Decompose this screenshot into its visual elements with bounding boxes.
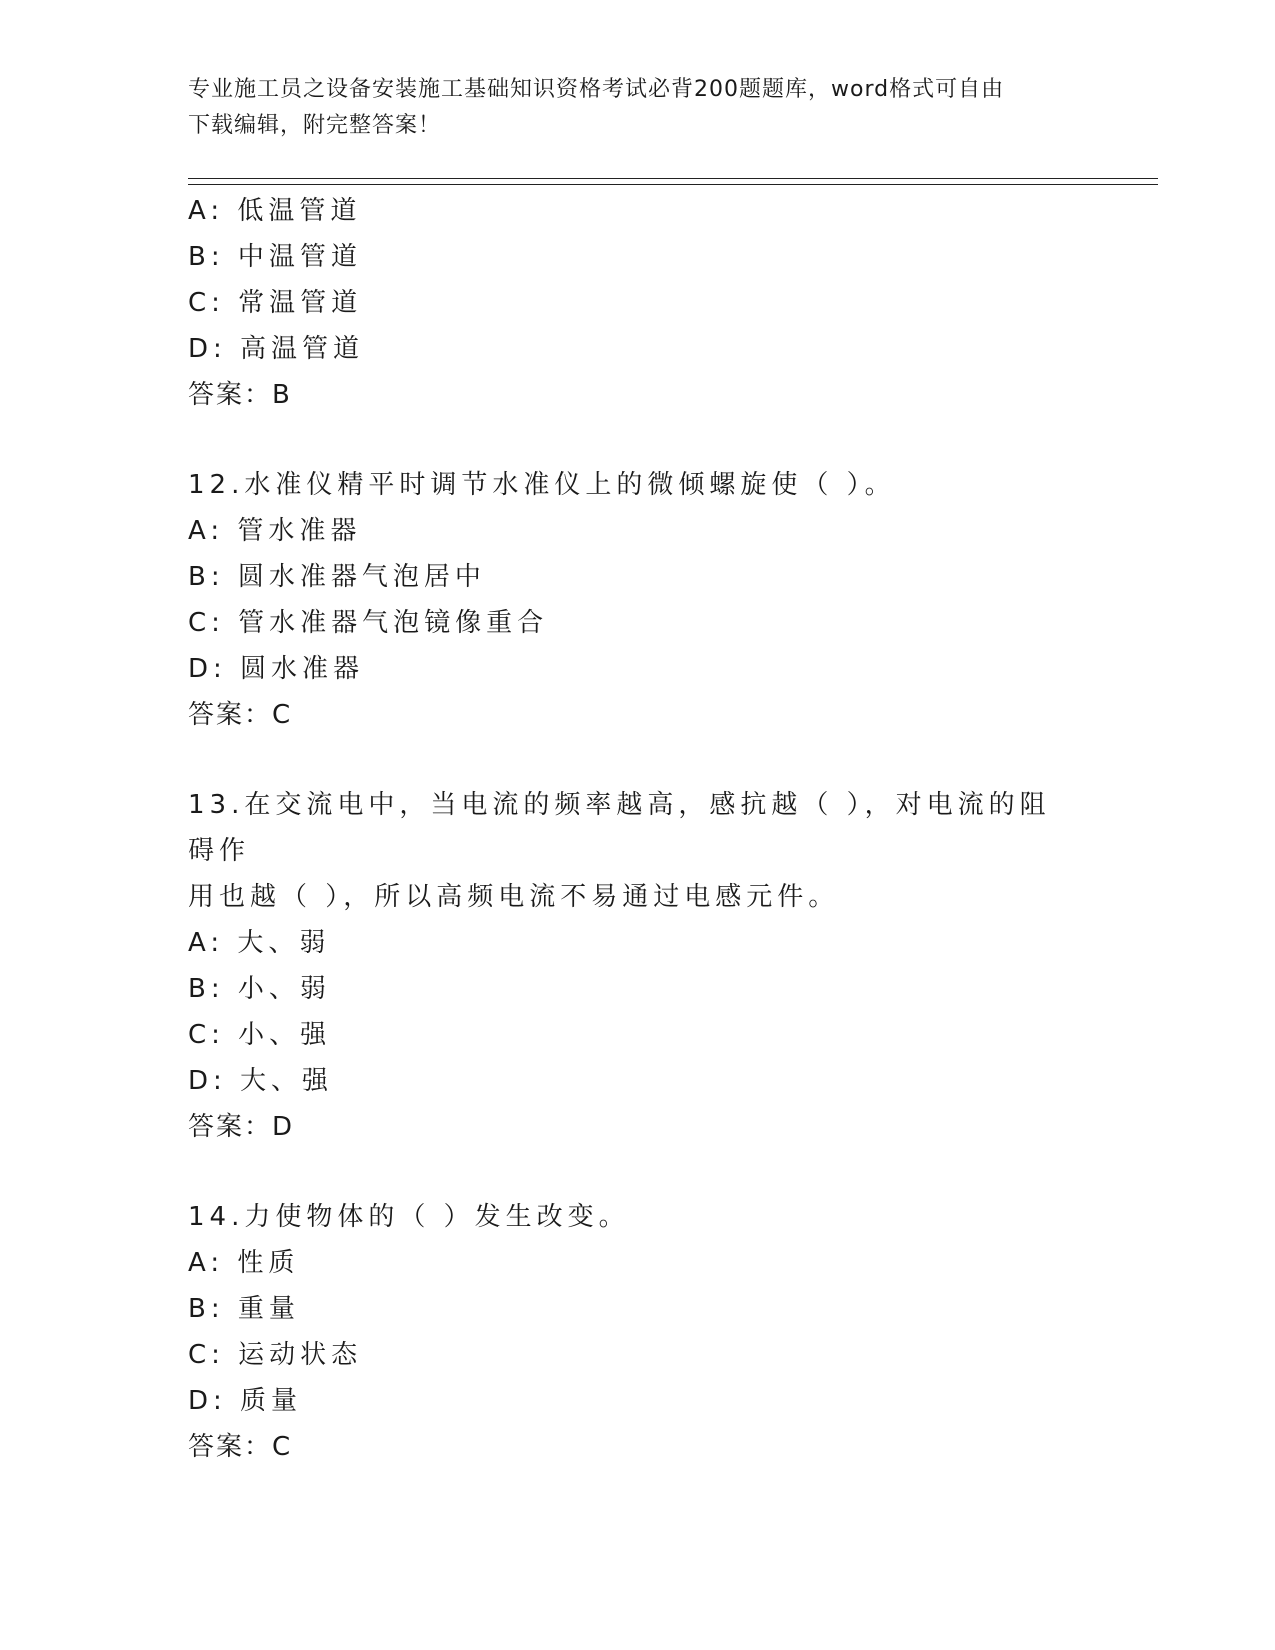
option-d: D: 质量	[188, 1386, 303, 1416]
answer-line: 答案：C	[188, 1432, 293, 1462]
question-stem-line-1: 13.在交流电中，当电流的频率越高，感抗越（ ），对电流的阻碍作	[188, 790, 1051, 866]
option-b: B: 小、弱	[188, 974, 331, 1004]
option-d: D: 圆水准器	[188, 654, 365, 684]
question-14	[188, 1194, 1068, 1470]
header-title-line-2: 下载编辑，附完整答案！	[188, 113, 442, 138]
option-c: C: 运动状态	[188, 1340, 363, 1370]
question-12	[188, 462, 1068, 738]
answer-line: 答案：B	[188, 380, 292, 410]
question-stem: 14.力使物体的（ ）发生改变。	[188, 1202, 630, 1232]
option-b: B: 重量	[188, 1294, 300, 1324]
option-d: D: 大、强	[188, 1066, 334, 1096]
document-header	[188, 72, 1088, 144]
option-c: C: 管水准器气泡镜像重合	[188, 608, 549, 638]
option-c: C: 常温管道	[188, 288, 363, 318]
option-b: B: 中温管道	[188, 242, 362, 272]
answer-line: 答案：D	[188, 1112, 295, 1142]
option-a: A: 管水准器	[188, 516, 362, 546]
header-divider	[188, 178, 1158, 185]
option-d: D: 高温管道	[188, 334, 365, 364]
option-b: B: 圆水准器气泡居中	[188, 562, 486, 592]
option-c: C: 小、强	[188, 1020, 332, 1050]
question-11	[188, 188, 1068, 418]
option-a: A: 大、弱	[188, 928, 331, 958]
option-a: A: 低温管道	[188, 196, 362, 226]
option-a: A: 性质	[188, 1248, 300, 1278]
question-stem-line-2: 用也越（ ），所以高频电流不易通过电感元件。	[188, 882, 840, 912]
header-title-line-1: 专业施工员之设备安装施工基础知识资格考试必背200题题库，word格式可自由	[188, 77, 1005, 102]
answer-line: 答案：C	[188, 700, 293, 730]
question-stem: 12.水准仪精平时调节水准仪上的微倾螺旋使（ ）。	[188, 470, 896, 500]
question-13	[188, 782, 1068, 1150]
question-list	[188, 188, 1068, 1470]
